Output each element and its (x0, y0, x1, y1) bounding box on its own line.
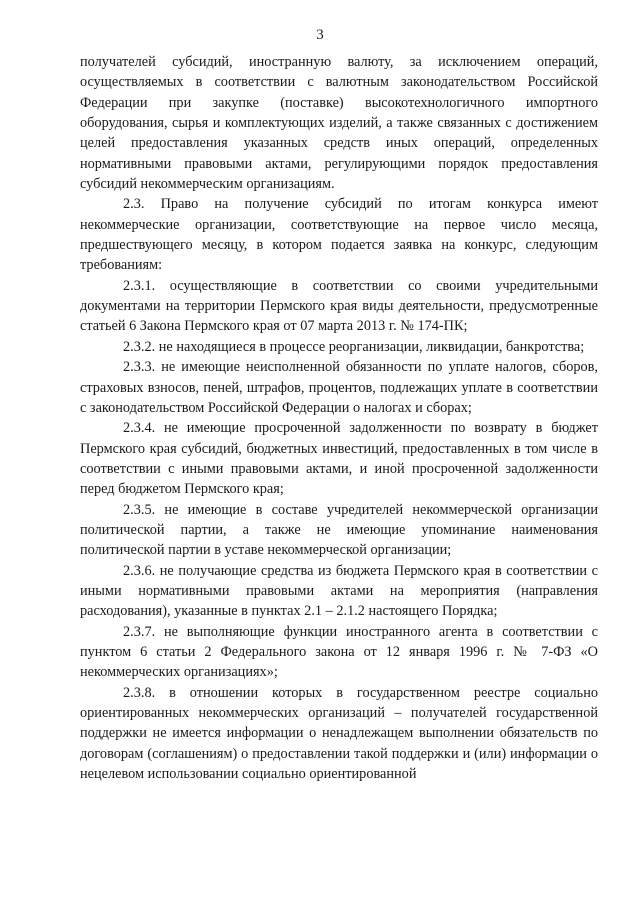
paragraph-clause-2-3-4: 2.3.4. не имеющие просроченной задолженности по возврату в бюджет Пермского края субсидий, бюджетных инвестиций, предоставленных в том числе в соответствии с иными правовыми актами, и иной просроченной задолженности перед бюджетом Пермского края; (80, 420, 598, 498)
paragraph-clause-2-3-1: 2.3.1. осуществляющие в соответствии со своими учредительными документами на территории Пермского края виды деятельности, предусмотренные статьей 6 Закона Пермского края от 07 марта 2013 г. № 174-ПК; (80, 277, 598, 335)
paragraph-clause-2-3-8: 2.3.8. в отношении которых в государственном реестре социально ориентированных некоммерческих организаций – получателей государственной поддержки не имеется информации о ненадлежащем выполнении обязательств по договорам (соглашениям) о предоставлении такой поддержки и (или) информации о нецелевом использовании социально ориентированной (80, 684, 598, 783)
paragraph-clause-2-3-6: 2.3.6. не получающие средства из бюджета Пермского края в соответствии с иными нормативными правовыми актами на мероприятия (направления расходования), указанные в пунктах 2.1 – 2.1.2 настоящего Порядка; (80, 562, 598, 620)
paragraph-clause-2-3-2: 2.3.2. не находящиеся в процессе реорганизации, ликвидации, банкротства; (123, 338, 585, 355)
paragraph-clause-2-3-3: 2.3.3. не имеющие неисполненной обязанности по уплате налогов, сборов, страховых взносов, пеней, штрафов, процентов, подлежащих уплате в соответствии с законодательством Российской Федерации о налогах и сборах; (80, 359, 598, 416)
paragraph-continuation: получателей субсидий, иностранную валюту, за исключением операций, осуществляемых в соответствии с валютным законодательством Российской Федерации при закупке (поставке) высокотехнологичного импортного оборудования, сырья и комплектующих изделий, а также связанных с достижением целей предоставления указанных средств иных операций, определенных нормативными правовыми актами, регулирующими порядок предоставления субсидий некоммерческим организациям. (80, 54, 598, 193)
paragraph-clause-2-3: 2.3. Право на получение субсидий по итогам конкурса имеют некоммерческие организации, соответствующие на первое число месяца, предшествующего месяцу, в котором подается заявка на конкурс, следующим требованиям: (80, 196, 598, 274)
paragraph-clause-2-3-7: 2.3.7. не выполняющие функции иностранного агента в соответствии с пунктом 6 статьи 2 Федерального закона от 12 января 1996 г. № 7-ФЗ «О некоммерческих организациях»; (80, 623, 598, 681)
document-body (80, 52, 598, 784)
paragraph-clause-2-3-5: 2.3.5. не имеющие в составе учредителей некоммерческой организации политической партии, а также не имеющие упоминание наименования политической партии в уставе некоммерческой организации; (80, 501, 598, 559)
page-number: 3 (316, 27, 324, 43)
